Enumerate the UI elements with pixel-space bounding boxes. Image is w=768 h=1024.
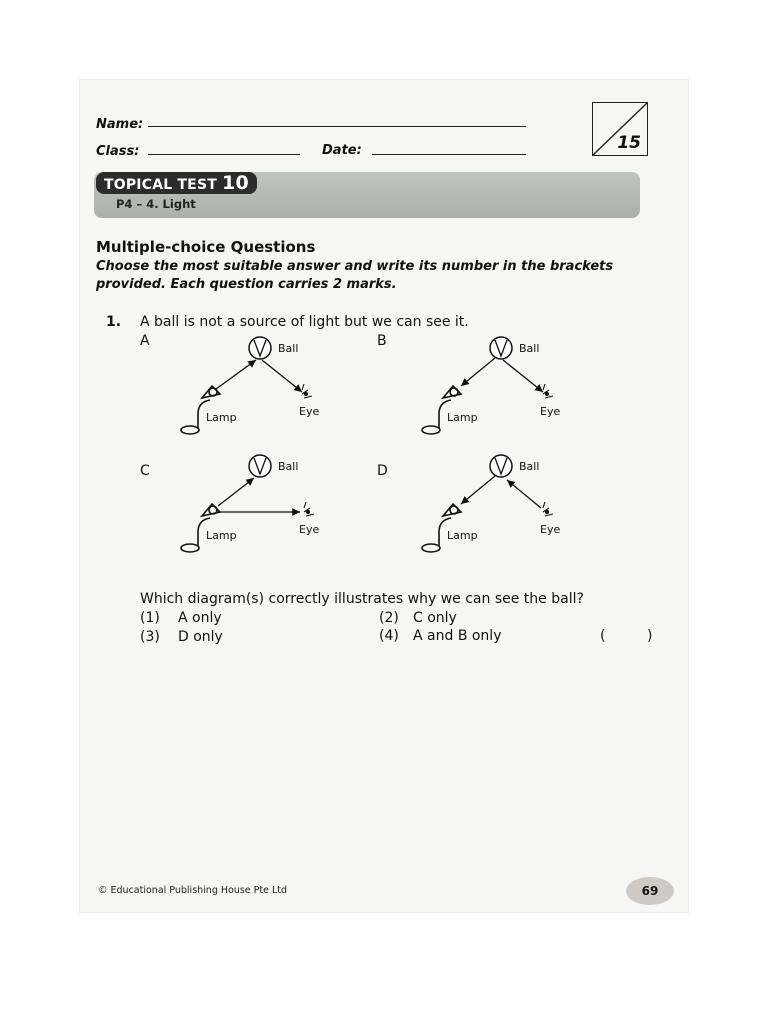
page-number: 69 [626,877,674,905]
option-4-text: A and B only [413,628,502,644]
diagram-letter-d: D [377,463,388,479]
ball-label: Ball [519,460,540,473]
diagram-letter-b: B [377,333,387,349]
lamp-icon [181,504,220,552]
option-1-number: (1) [140,610,160,626]
ball-label: Ball [278,460,299,473]
ball-icon [490,455,512,477]
section-title: Multiple-choice Questions [96,238,316,256]
class-field-line[interactable] [148,154,300,155]
score-total: 15 [617,133,641,153]
topical-test-title [96,172,257,194]
diagram-letter-c: C [140,463,150,479]
diagram-b [417,334,617,444]
diagram-b-drawing [417,334,617,444]
diagram-c [176,452,376,562]
diagram-d [417,452,617,562]
lamp-label: Lamp [447,529,478,542]
option-3-number: (3) [140,629,160,645]
lamp-icon [422,504,461,552]
option-1-text: A only [178,610,222,626]
lamp-icon [181,386,220,434]
eye-label: Eye [540,523,561,536]
diagram-a [176,334,376,444]
answer-bracket-close[interactable]: ) [647,628,653,644]
lamp-icon [422,386,461,434]
eye-icon [543,502,553,516]
option-2-number: (2) [379,610,399,626]
option-4-number: (4) [379,628,399,644]
diagram-letter-a: A [140,333,150,349]
question-number: 1. [106,314,122,330]
diagram-d-drawing [417,452,617,562]
ball-icon [249,455,271,477]
topical-test-label: TOPICAL TEST [104,177,223,193]
topical-test-number: 10 [222,172,249,194]
date-label: Date: [322,143,362,158]
publisher-footer: © Educational Publishing House Pte Ltd [98,885,288,896]
question-stem: A ball is not a source of light but we can see it. [140,314,469,330]
instructions: Choose the most suitable answer and write its number in the brackets provided. Each question carries 2 marks. [96,259,614,292]
diagram-a-drawing [176,334,376,444]
ball-label: Ball [278,342,299,355]
lamp-label: Lamp [206,529,237,542]
name-field-line[interactable] [148,126,526,127]
ball-label: Ball [519,342,540,355]
lamp-label: Lamp [447,411,478,424]
class-label: Class: [96,144,140,159]
eye-label: Eye [540,405,561,418]
score-box [592,102,648,156]
question-prompt: Which diagram(s) correctly illustrates why we can see the ball? [140,591,584,607]
option-3-text: D only [178,629,223,645]
lamp-label: Lamp [206,411,237,424]
topic-subtitle: P4 – 4. Light [116,197,196,211]
eye-label: Eye [299,405,320,418]
diagram-c-drawing [176,452,376,562]
date-field-line[interactable] [372,154,526,155]
ball-icon [249,337,271,359]
eye-icon [304,502,314,516]
ball-icon [490,337,512,359]
option-2-text: C only [413,610,457,626]
eye-label: Eye [299,523,320,536]
name-label: Name: [96,117,144,132]
answer-bracket-open[interactable]: ( [600,628,606,644]
eye-icon [302,384,312,398]
eye-icon [543,384,553,398]
worksheet-page [80,80,688,912]
